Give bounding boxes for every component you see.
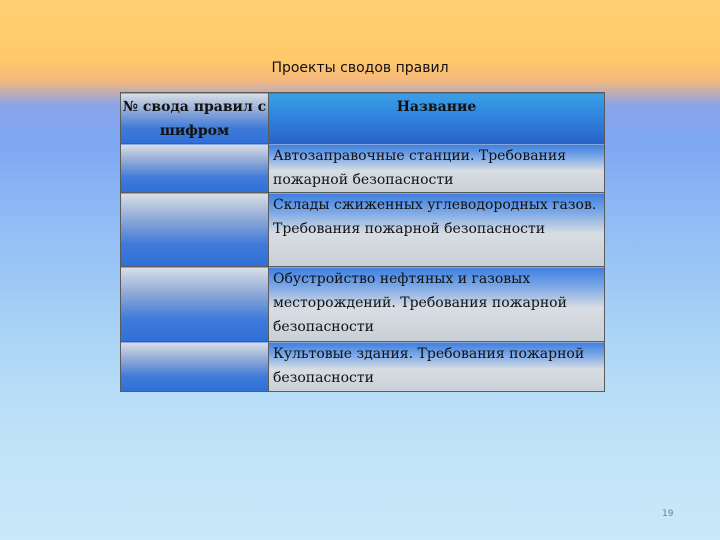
table-header-row	[121, 93, 605, 144]
name-cell	[269, 193, 605, 267]
name-text: Автозаправочные станции. Требования пожарной безопасности	[273, 148, 567, 188]
slide-title	[0, 60, 720, 76]
name-cell	[269, 267, 605, 342]
name-text: Обустройство нефтяных и газовых месторождений. Требования пожарной безопасности	[273, 271, 567, 335]
name-text: Склады сжиженных углеводородных газов. Требования пожарной безопасности	[273, 197, 597, 237]
table-row	[121, 267, 605, 342]
page-number: 19	[662, 509, 674, 519]
name-cell	[269, 144, 605, 193]
header-name: Название	[396, 99, 477, 115]
code-cell	[121, 342, 269, 392]
name-cell	[269, 342, 605, 392]
table-row	[121, 342, 605, 392]
rules-table	[120, 92, 605, 392]
code-cell	[121, 144, 269, 193]
header-code: № свода правил с шифром	[122, 99, 267, 139]
code-cell	[121, 193, 269, 267]
header-code-cell	[121, 93, 269, 144]
table-row	[121, 193, 605, 267]
table-row	[121, 144, 605, 193]
name-text: Культовые здания. Требования пожарной безопасности	[273, 346, 585, 386]
header-name-cell	[269, 93, 605, 144]
code-cell	[121, 267, 269, 342]
slide-title-text: Проекты сводов правил	[271, 60, 449, 76]
